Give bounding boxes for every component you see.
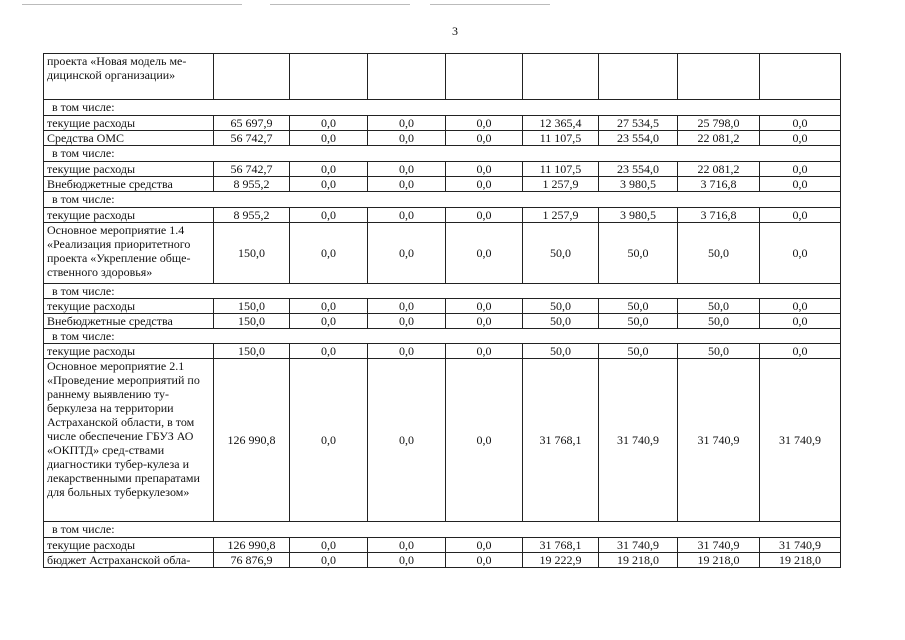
value-cell: 0,0: [290, 553, 368, 568]
value-cell: 50,0: [678, 299, 760, 314]
value-cell: 0,0: [760, 223, 841, 284]
row-label: текущие расходы: [44, 116, 214, 131]
value-cell: 0,0: [446, 131, 523, 146]
value-cell: 31 740,9: [599, 538, 678, 553]
value-cell: 0,0: [446, 553, 523, 568]
row-label: текущие расходы: [44, 538, 214, 553]
value-cell: 50,0: [599, 223, 678, 284]
table-row: [44, 359, 841, 522]
value-cell: 56 742,7: [214, 131, 290, 146]
value-cell: 0,0: [290, 299, 368, 314]
value-cell: 22 081,2: [678, 162, 760, 177]
table-row: [44, 314, 841, 329]
table-row: [44, 192, 841, 208]
value-cell: 31 740,9: [678, 538, 760, 553]
value-cell: 0,0: [290, 177, 368, 192]
value-cell: 0,0: [368, 162, 446, 177]
table-row: [44, 553, 841, 568]
value-cell: 0,0: [446, 538, 523, 553]
value-cell: 0,0: [760, 162, 841, 177]
value-cell: 0,0: [760, 116, 841, 131]
value-cell: [678, 54, 760, 100]
table-row: [44, 538, 841, 553]
value-cell: 0,0: [760, 344, 841, 359]
value-cell: 31 768,1: [523, 538, 599, 553]
value-cell: 150,0: [214, 314, 290, 329]
row-label: Основное мероприятие 1.4 «Реализация приоритетного проекта «Укрепление обще-ственного здоровья»: [44, 223, 214, 284]
value-cell: 3 980,5: [599, 208, 678, 223]
value-cell: 23 554,0: [599, 162, 678, 177]
value-cell: 0,0: [368, 553, 446, 568]
value-cell: 126 990,8: [214, 538, 290, 553]
value-cell: 50,0: [523, 344, 599, 359]
row-label: в том числе:: [44, 146, 841, 162]
row-label: Внебюджетные средства: [44, 314, 214, 329]
value-cell: 19 218,0: [678, 553, 760, 568]
value-cell: [290, 54, 368, 100]
row-label: Средства ОМС: [44, 131, 214, 146]
table-row: [44, 522, 841, 538]
value-cell: 19 218,0: [760, 553, 841, 568]
value-cell: 3 716,8: [678, 208, 760, 223]
value-cell: 0,0: [446, 344, 523, 359]
table-row: [44, 208, 841, 223]
table-row: [44, 299, 841, 314]
value-cell: 19 218,0: [599, 553, 678, 568]
row-label: в том числе:: [44, 329, 841, 344]
value-cell: 150,0: [214, 299, 290, 314]
value-cell: 31 740,9: [599, 359, 678, 522]
value-cell: 50,0: [599, 314, 678, 329]
value-cell: 0,0: [446, 359, 523, 522]
scan-artifact-line: [22, 4, 242, 5]
table-row: [44, 177, 841, 192]
value-cell: 50,0: [523, 299, 599, 314]
value-cell: 0,0: [760, 314, 841, 329]
table-row: [44, 284, 841, 299]
value-cell: 56 742,7: [214, 162, 290, 177]
value-cell: 50,0: [523, 223, 599, 284]
funding-table: [43, 53, 841, 568]
value-cell: 76 876,9: [214, 553, 290, 568]
value-cell: 50,0: [599, 299, 678, 314]
value-cell: 1 257,9: [523, 208, 599, 223]
value-cell: 0,0: [368, 538, 446, 553]
value-cell: 0,0: [760, 208, 841, 223]
table-row: [44, 100, 841, 116]
table-row: [44, 329, 841, 344]
value-cell: 0,0: [368, 116, 446, 131]
value-cell: 3 980,5: [599, 177, 678, 192]
row-label: текущие расходы: [44, 162, 214, 177]
row-label: текущие расходы: [44, 299, 214, 314]
value-cell: 0,0: [446, 162, 523, 177]
value-cell: 31 740,9: [678, 359, 760, 522]
value-cell: 0,0: [446, 116, 523, 131]
row-label: в том числе:: [44, 100, 841, 116]
value-cell: 25 798,0: [678, 116, 760, 131]
value-cell: 0,0: [290, 359, 368, 522]
value-cell: 0,0: [368, 223, 446, 284]
value-cell: 150,0: [214, 344, 290, 359]
value-cell: 8 955,2: [214, 208, 290, 223]
value-cell: 0,0: [290, 208, 368, 223]
value-cell: 0,0: [446, 223, 523, 284]
value-cell: 0,0: [446, 177, 523, 192]
page-number: 3: [452, 24, 458, 38]
value-cell: 3 716,8: [678, 177, 760, 192]
table-row: [44, 146, 841, 162]
value-cell: 0,0: [760, 131, 841, 146]
value-cell: 0,0: [368, 359, 446, 522]
scan-artifact-line: [430, 4, 550, 5]
value-cell: 0,0: [368, 208, 446, 223]
row-label: текущие расходы: [44, 208, 214, 223]
value-cell: [760, 54, 841, 100]
value-cell: 0,0: [446, 208, 523, 223]
value-cell: 1 257,9: [523, 177, 599, 192]
value-cell: 0,0: [760, 299, 841, 314]
value-cell: 22 081,2: [678, 131, 760, 146]
value-cell: 0,0: [290, 344, 368, 359]
row-label: Внебюджетные средства: [44, 177, 214, 192]
table-body: [44, 54, 841, 568]
value-cell: [523, 54, 599, 100]
value-cell: 0,0: [760, 177, 841, 192]
value-cell: 0,0: [368, 344, 446, 359]
value-cell: 150,0: [214, 223, 290, 284]
value-cell: 0,0: [368, 131, 446, 146]
value-cell: 11 107,5: [523, 162, 599, 177]
value-cell: [368, 54, 446, 100]
table-row: [44, 223, 841, 284]
value-cell: 0,0: [446, 314, 523, 329]
value-cell: 126 990,8: [214, 359, 290, 522]
row-label: проекта «Новая модель ме-дицинской организации»: [44, 54, 214, 100]
row-label: бюджет Астраханской обла-: [44, 553, 214, 568]
value-cell: [446, 54, 523, 100]
value-cell: 50,0: [523, 314, 599, 329]
row-label: в том числе:: [44, 192, 841, 208]
value-cell: 31 768,1: [523, 359, 599, 522]
value-cell: 0,0: [290, 116, 368, 131]
value-cell: 12 365,4: [523, 116, 599, 131]
value-cell: 0,0: [368, 299, 446, 314]
table-row: [44, 344, 841, 359]
table-row: [44, 116, 841, 131]
value-cell: 0,0: [290, 131, 368, 146]
value-cell: 50,0: [599, 344, 678, 359]
row-label: в том числе:: [44, 284, 841, 299]
value-cell: [599, 54, 678, 100]
value-cell: [214, 54, 290, 100]
value-cell: 23 554,0: [599, 131, 678, 146]
scan-artifact-line: [270, 4, 410, 5]
value-cell: 31 740,9: [760, 538, 841, 553]
value-cell: 50,0: [678, 344, 760, 359]
value-cell: 31 740,9: [760, 359, 841, 522]
value-cell: 19 222,9: [523, 553, 599, 568]
value-cell: 65 697,9: [214, 116, 290, 131]
row-label: Основное мероприятие 2.1 «Проведение мероприятий по раннему выявлению ту-беркулеза на территории Астраханской области, в том числе обеспечение ГБУЗ АО «ОКПТД» сред-ствами диагностики тубер-кулеза и лекарственными препаратами для больных туберкулезом»: [44, 359, 214, 522]
row-label: текущие расходы: [44, 344, 214, 359]
value-cell: 11 107,5: [523, 131, 599, 146]
value-cell: 0,0: [290, 314, 368, 329]
value-cell: 50,0: [678, 223, 760, 284]
value-cell: 0,0: [290, 538, 368, 553]
value-cell: 0,0: [290, 162, 368, 177]
value-cell: 50,0: [678, 314, 760, 329]
value-cell: 0,0: [290, 223, 368, 284]
table-row: [44, 162, 841, 177]
value-cell: 8 955,2: [214, 177, 290, 192]
value-cell: 0,0: [368, 177, 446, 192]
value-cell: 27 534,5: [599, 116, 678, 131]
table-row: [44, 54, 841, 100]
value-cell: 0,0: [368, 314, 446, 329]
row-label: в том числе:: [44, 522, 841, 538]
table-row: [44, 131, 841, 146]
value-cell: 0,0: [446, 299, 523, 314]
